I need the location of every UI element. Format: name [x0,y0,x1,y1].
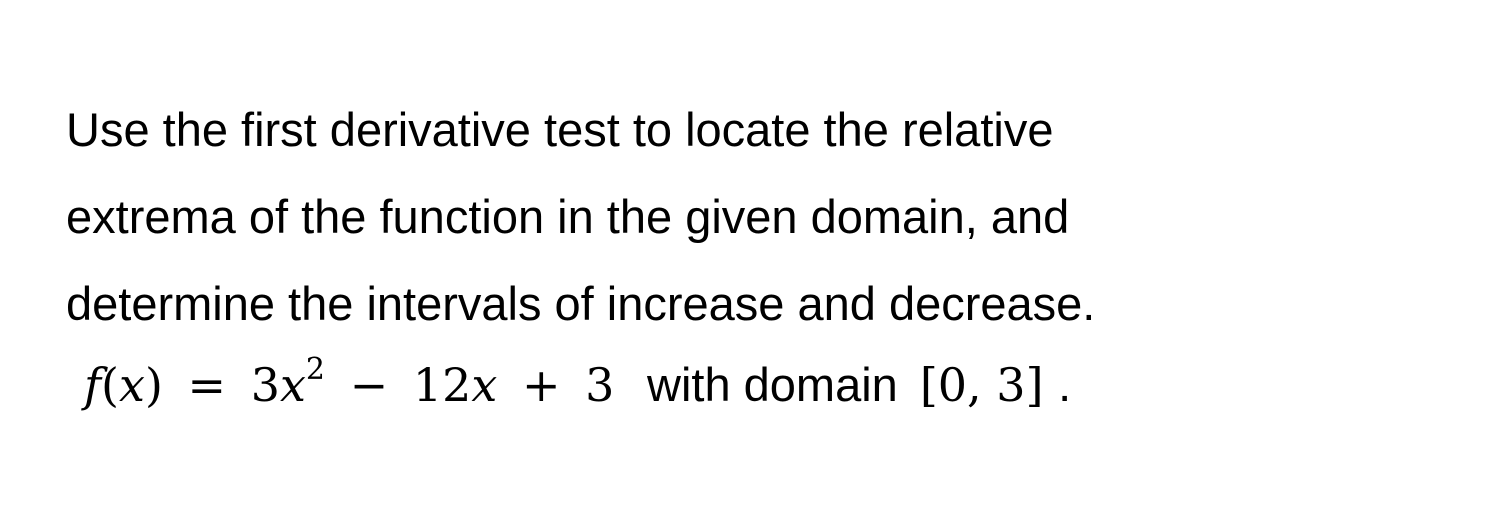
domain-separator: , [967,358,982,412]
problem-line-2: extrema of the function in the given domain, and [66,190,1070,243]
problem-text [66,86,1466,347]
domain-start: 0 [937,358,968,412]
problem-line-1: Use the first derivative test to locate the relative [66,103,1054,156]
paren-close: ) [144,358,163,412]
coefficient-a: 3 [250,358,280,412]
term-variable-2: x [471,358,498,412]
function-variable: x [118,358,145,412]
with-domain-text: with domain [647,358,898,411]
domain-end: 3 [996,358,1026,412]
function-formula [84,352,629,412]
problem-statement [66,86,1466,440]
exponent: 2 [305,352,326,387]
bracket-close: ] [1025,358,1044,412]
function-definition-line [66,341,1466,440]
paren-open: ( [101,358,119,412]
coefficient-b: 12 [412,358,472,412]
constant-term: 3 [585,358,615,412]
bracket-open: [ [919,358,938,412]
minus-sign: − [349,358,389,412]
domain-interval [920,358,1058,412]
problem-line-3: determine the intervals of increase and decrease. [66,277,1096,330]
plus-sign: + [521,358,561,412]
function-name: f [84,358,102,412]
trailing-period: . [1058,358,1072,411]
equals-sign: = [187,358,227,412]
term-variable-1: x [279,358,306,412]
